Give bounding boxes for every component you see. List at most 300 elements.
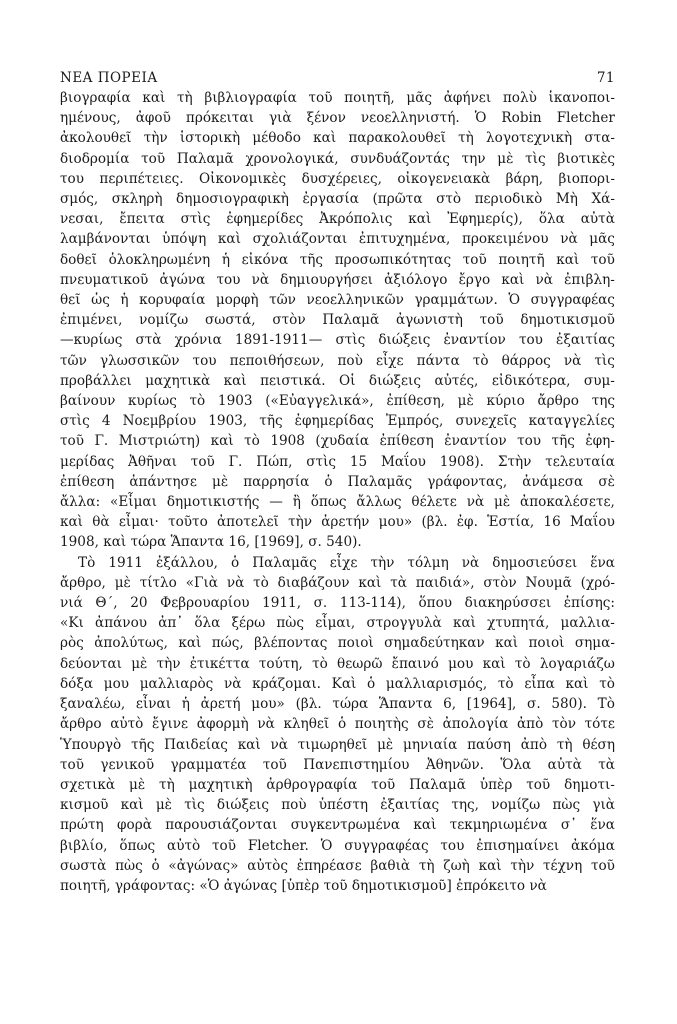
word: τέχνη [543,857,583,874]
text-line [60,452,615,472]
word: βαθιὰ [370,857,411,874]
word: πὼς [552,797,581,814]
word: μᾶς [406,90,433,106]
word: σ᾿ [560,817,577,834]
word: Ὁ [508,292,521,309]
word: Τὸ [78,554,96,571]
word: 16 [543,514,561,531]
word: τὸν [551,716,576,733]
word: διώξεις [216,797,269,814]
word: στὰ [135,332,162,349]
text-line [60,654,615,674]
word: τὴν [510,857,535,874]
word: Παιδείας [164,736,228,753]
word: σχολιάζονται [252,231,348,248]
word: μαχητικὰ [145,372,211,389]
text-line [60,633,615,653]
word: ἀπάντησε [129,473,197,490]
word: ὅλα [194,615,221,632]
word: μηνιαία [403,736,458,753]
word: κύριο [486,393,525,410]
word: «Κι [60,615,84,632]
word: (χρό- [580,574,615,591]
word: θεωρῶ [337,655,383,672]
word: τὴν [370,554,395,571]
word: του [517,433,542,450]
word: 1908 [270,433,305,450]
word: τεκμηριωμένα [449,817,548,834]
word: ὑπὲρ [479,776,513,793]
word: ξαναλέω, [60,696,126,713]
word: ἐπίθεση [379,433,434,450]
word: ἀγώνα [159,271,206,288]
word: τὸ [189,393,206,410]
word: τὶς [184,797,205,814]
word: τοῦ [462,251,487,268]
word: τῆς [299,251,324,268]
word: Ὑπουργὸ [60,736,122,753]
word: χτυπητά, [487,615,550,632]
word: τὸ [244,433,260,450]
word: Ὁ [474,110,487,127]
word: νεοελληνικῶν [306,292,404,309]
word: μου [103,675,130,692]
word: ἱκανοποι- [548,90,615,106]
word: γιὰ [592,797,615,814]
word: τὰ [598,756,615,773]
word: (βλ. [421,514,448,531]
word: ἄλλως [356,494,402,511]
word: ξέρω [231,615,266,632]
word: πὼς [115,857,143,874]
word: Παλαμᾶ [409,776,466,793]
word: κράζομαι. [252,675,321,692]
word: συγκεντρωμένα [290,817,401,834]
word: μου» [251,696,285,713]
word: ἀγωνιστὴ [395,312,463,329]
word: ὁ [230,554,240,571]
word: νομίζω [491,797,541,814]
word: στὶς [335,332,366,349]
word: παύση [467,736,511,753]
word: τὴν [156,655,181,672]
word: καὶ [482,655,506,672]
word: ἀπάνου [95,615,148,632]
word: ὅπως [119,837,156,854]
word: εἰδικότερα, [491,372,571,389]
word: ποιοὶ [337,635,374,652]
word: ποιητὴς [354,716,409,733]
word: Νοεμβρίου [122,413,197,430]
word: δημοτικιστής [166,494,260,511]
word: ἔπειτα [119,211,165,228]
word: τοῦ [190,453,215,470]
word: σωστὰ [60,857,107,874]
page-number: 71 [596,70,615,86]
word: πολὺ [502,90,537,106]
word: τὸ [599,675,615,692]
text-line [60,149,615,169]
page-header [60,70,615,86]
word: νὰ [223,675,242,692]
text-line [60,613,615,633]
text-line [60,290,615,310]
word: νεοελληνιστή. [360,110,460,127]
word: 15 [349,453,368,470]
word: βιβλιογραφία [204,90,297,106]
word: ἀξιόλογο [384,271,448,288]
text-line [60,169,615,189]
word: μου» [378,514,413,531]
word: τοῦ [60,756,84,773]
word: συνδυάζοντάς [350,150,450,167]
word: γραμμάτων. [414,292,498,309]
text-line [60,411,615,431]
word: Μαΐου [569,514,615,531]
word: αὐτὰ [547,756,582,773]
word: καὶ [556,251,580,268]
word: οἰκογενειακὰ [397,170,491,187]
word: μαχητικὴ [188,776,253,793]
word: περιπέτειες. [99,170,184,187]
word: ζωὴ [443,857,470,874]
word: ἀκόμα [571,837,615,854]
text-line [60,250,615,270]
word: ἐναντίον [443,332,506,349]
word: συνεχεῖς [455,413,517,430]
word: τῶν [60,352,87,369]
word: «Γιὰ [185,574,218,591]
word: στὸν [483,574,517,591]
word: τούτη, [258,655,303,672]
word: 1911 [108,554,143,571]
word: Ἀθηνῶν. [425,756,484,773]
word: (πρῶτα [372,191,423,208]
word: τελευταία [545,453,615,470]
word: της, [451,797,479,814]
word: Ἀκρόπολις [319,211,393,228]
word: ἐπιτυχημένα, [358,231,451,248]
word: τὸ [312,655,328,672]
word: βιβλίο, [60,837,108,854]
word: φορὰ [117,817,152,834]
text-line [60,492,615,512]
text-line [60,674,615,694]
running-title: ΝΕΑ ΠΟΡΕΙΑ [60,70,158,86]
word: 113-114), [339,595,406,612]
word: εἶμαι· [118,514,159,531]
word: Νουμᾶ [525,574,572,591]
word: ἐπισημαίνει [476,837,560,854]
word: ἡ [221,251,230,268]
word: Γ. [94,433,109,450]
word: ἐπίθεση, [386,393,445,410]
text-line [60,330,615,350]
word: παρρησία [243,473,310,490]
word: τοῦ [60,433,84,450]
word: (βλ. [295,696,322,713]
word: καὶ [408,211,432,228]
word: καὶ [223,372,247,389]
word: ξένον [306,110,346,127]
word: καὶ [413,817,437,834]
word: Χά- [591,191,615,208]
word: νιά [60,595,83,612]
word: τῆς [259,413,283,430]
word: ἐφημερίδας [294,413,374,430]
word: ἀφοῦ [135,110,171,127]
word: θάρρος [501,352,551,369]
word: δημοσιεύσει [492,554,578,571]
word: γλωσσικῶν [99,352,180,369]
word: πνευματικοῦ [60,271,149,288]
word: 20 [130,595,148,612]
word: μορφὴ [215,292,259,309]
word: ἐπίσης: [563,595,615,612]
word: ἀφήνει [443,90,492,106]
word: τότε [584,716,615,733]
text-line [60,229,615,249]
word: μὲ [131,655,148,672]
text-line [60,371,615,391]
word: «Εἶμαι [110,494,157,511]
word: («Εὐαγγελικά», [265,393,374,410]
word: καὶ [210,433,234,450]
word: Μιστριώτη) [118,433,201,450]
word: στα- [584,130,615,147]
word: ἔγινε [152,716,189,733]
word: σωστά, [204,312,256,329]
word: δημοτικισμοῦ [520,312,615,329]
word: ἐφ. [456,514,478,531]
word: τὴ [458,130,474,147]
word: μὲ [129,776,146,793]
word: μὲ [497,150,514,167]
word: εἶναι [135,696,172,713]
word: μαλλιαρὸς [139,675,214,692]
word: ἐξαιτίας [556,332,615,349]
word: διοδρομία [60,150,130,167]
word: λαμβάνονται [60,231,151,248]
word: Τὸ [597,696,615,713]
text-line [60,270,615,290]
word: αὐτές, [434,372,479,389]
text-line [60,553,615,573]
word: χρονολογικά, [245,150,339,167]
word: 6, [443,696,457,713]
word: δόξα [60,675,94,692]
word: Ἀθῆναι [128,453,177,470]
word: σχετικὰ [60,776,116,793]
word: καὶ [501,271,525,288]
word: βιοπορι- [558,170,615,187]
word: μᾶς [589,231,615,248]
word: ἀφορμὴ [196,716,249,733]
word: νὰ [226,574,245,591]
word: τὴ [556,736,573,753]
word: ημένους, [60,110,121,127]
word: την [461,150,486,167]
word: πάντα [416,352,460,369]
word: τὸ [472,352,489,369]
word: ἀποκαλέσετε, [520,494,615,511]
word: θέλετε [411,494,457,511]
word: μου [448,655,474,672]
word: 1908). [439,453,484,470]
word: τὸ [514,655,531,672]
word: Fletcher [556,110,615,127]
word: ὁλοκληρωμένη [108,251,211,268]
word: νὰ [251,271,270,288]
word: περιοδικὸ [474,191,543,208]
text-line: ποιητῆ, γράφοντας: «Ὁ ἀγώνας [ὑπὲρ τοῦ δημοτικισμοῦ] ἐπρόκειτο νὰ [60,877,547,894]
word: πεποιθήσεων, [229,352,325,369]
word: καὶ [120,797,144,814]
text-line [60,310,615,330]
word: μερίδας [60,453,115,470]
word: προσωπικότητας [334,251,452,268]
text-line [60,391,615,411]
word: τόλμη [407,554,449,571]
word: ἐπιμένει, [60,312,123,329]
word: δυσχέρειες, [301,170,382,187]
word: αὐτὸ [167,837,201,854]
word: πειστικά. [260,372,326,389]
text-line [60,593,615,613]
word: τοῦ [590,251,615,268]
word: ἢ [292,494,301,511]
word: ὑπόψη [162,231,207,248]
word: Ὁ [320,837,333,854]
word: γενικοῦ [100,756,155,773]
word: (χυδαία [315,433,370,450]
word: Ἐφημερίς), [447,211,523,228]
word: στὸ [436,191,462,208]
word: ἀκολουθεῖ [60,130,132,147]
word: ποὺ [281,797,307,814]
word: Παλαμᾶς [252,554,317,571]
word: ἄρθρο [60,716,102,733]
word: στρογγυλὰ [366,615,442,632]
word: Πανεπιστημίου [303,756,410,773]
word: μὲ [457,393,474,410]
word: νὰ [560,231,578,248]
word: καὶ [313,130,337,147]
word: του [440,837,465,854]
word: λογαριάζω [539,655,615,672]
word: καὶ [565,675,589,692]
word: τὴν [143,130,168,147]
word: βιογραφία [60,90,131,106]
word: ἐπίθεση [60,473,115,490]
text-line [60,735,615,755]
word: 580). [551,696,587,713]
word: καὶ [217,231,241,248]
word: καὶ [142,90,166,106]
word: τοῦ [371,776,396,793]
word: ἀνάμεσα [522,473,584,490]
word: του [216,271,241,288]
word: συγγραφέας [344,837,429,854]
text-line [60,795,615,815]
word: του [60,170,84,187]
word: [1964], [466,696,517,713]
word: κισμοῦ [60,797,109,814]
text-line [60,189,615,209]
word: τοῦτο [168,514,208,531]
word: καὶ [358,574,382,591]
word: τὰ [390,574,407,591]
word: τίτλο [139,574,177,591]
word: γιὰ [268,110,292,127]
word: 1911, [262,595,302,612]
text-line: 1908, καὶ τώρα Ἅπαντα 16, [1969], σ. 540). [60,534,362,551]
word: 1891-1911— [234,332,323,349]
word: μὲ [211,473,229,490]
word: μαλλιαρισμός, [385,675,488,692]
word: ἐπηρέασε [296,857,362,874]
word: ἄρθρο, [60,574,106,591]
word: αὐτὰ [580,211,615,228]
word: βαίνουν [60,393,116,410]
word: νὰ [461,554,480,571]
word: ἀρθρογραφία [266,776,358,793]
word: διώξεις [378,332,431,349]
word: Ὅλα [500,756,532,773]
word: προβάλλει [60,372,132,389]
word: νὰ [563,352,582,369]
word: 1903, [208,413,248,430]
word: δημοσιογραφικὴ [176,191,289,208]
word: σμός, [60,191,99,208]
word: συγγραφέας [530,292,615,309]
word: ἐναντίον [444,433,507,450]
word: του [518,332,543,349]
text-line [60,815,615,835]
word: καταγγελίες [528,413,615,430]
word: καὶ [60,514,84,531]
word: ὁ [324,473,333,490]
word: εἶχε [329,554,358,571]
word: πρόκειται [185,110,254,127]
word: καὶ [495,635,519,652]
word: τὸ [253,574,269,591]
word: στὶς [180,211,211,228]
word: εἰκόνα [241,251,289,268]
word: νὰ [535,271,553,288]
word: μὲ [114,574,131,591]
word: «ἀγώνας» [168,857,239,874]
word: Στὴν [497,453,532,470]
word: χρόνια [174,332,222,349]
word: αὐτὸς [247,857,288,874]
word: Παλαμᾶς [347,473,413,490]
word: της [591,393,615,410]
word: ἀπὸ [520,736,548,753]
text-line [60,775,615,795]
word: σκληρὴ [111,191,163,208]
word: Robin [501,110,542,127]
word: Ἐμπρός, [385,413,444,430]
word: Fletcher. [247,837,309,854]
word: τὸ [497,675,514,692]
word: αὐτὸ [110,716,144,733]
text-line [60,431,615,451]
word: θὰ [92,514,110,531]
text-line [60,755,615,775]
word: ἱστορικὴ [179,130,241,147]
word: σ. [313,595,328,612]
